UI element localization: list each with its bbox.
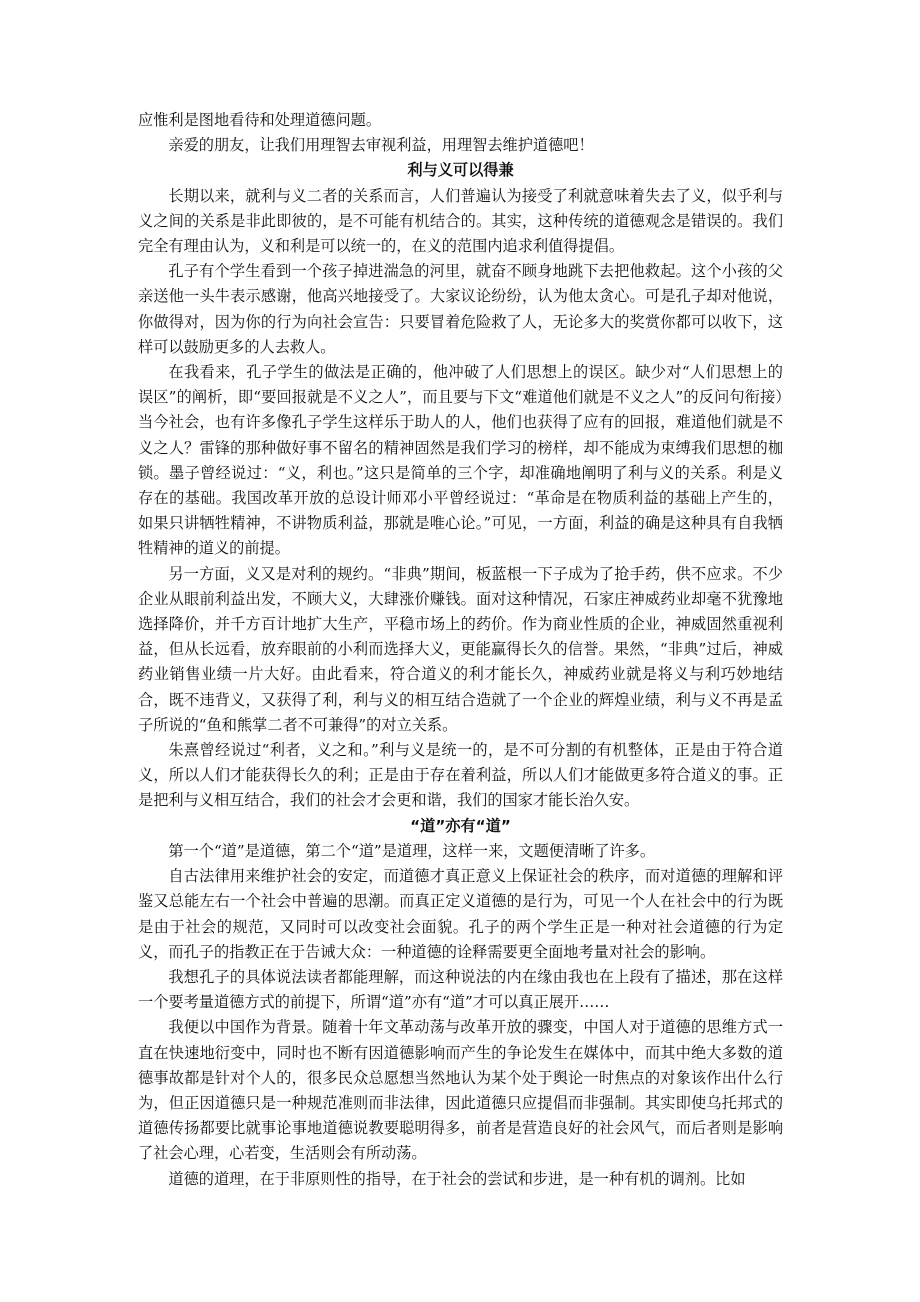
- document-page: [138, 108, 783, 1192]
- paragraph: 第一个“道”是道德，第二个“道”是道理，这样一来，文题便清晰了许多。: [168, 841, 656, 860]
- paragraph-cut-off: 道德的道理，在于非原则性的指导，在于社会的尝试和步进，是一种有机的调剂。比如: [168, 1169, 746, 1188]
- paragraph: 我便以中国作为背景。随着十年文革动荡与改革开放的骤变，中国人对于道德的思维方式一直在快速地衍变中，同时也不断有因道德影响而产生的争论发生在媒体中，而其中绝大多数的道德事故都是针对个人的，很多民众总愿想当然地认为某个处于舆论一时焦点的对象该作出什么行为，但正因道德只是一种规范准则而非法律，因此道德只应提倡而非强制。其实即使乌托邦式的道德传扬都要比就事论事地道德说教要聪明得多，前者是营造良好的社会风气，而后者则是影响了社会心理，心若变，生活则会有所动荡。: [138, 1018, 783, 1163]
- paragraph: 另一方面，义又是对利的规约。“非典”期间，板蓝根一下子成为了抢手药，供不应求。不少企业从眼前利益出发，不顾大义，大肆涨价赚钱。面对这种情况，石家庄神威药业却毫不犹豫地选择降价，并千方百计地扩大生产，平稳市场上的药价。作为商业性质的企业，神威固然重视利益，但从长远看，放弃眼前的小利而选择大义，更能赢得长久的信誉。果然，“非典”过后，神威药业销售业绩一片大好。由此看来，符合道义的利才能长久，神威药业就是将义与利巧妙地结合，既不违背义，又获得了利，利与义的相互结合造就了一个企业的辉煌业绩，利与义不再是孟子所说的“鱼和熊掌二者不可兼得”的对立关系。: [138, 564, 783, 734]
- section-title-1: 利与义可以得兼: [407, 161, 514, 180]
- section-title-2: “道”亦有“道”: [410, 816, 511, 835]
- paragraph-closing: 亲爱的朋友，让我们用理智去审视利益，用理智去维护道德吧！: [168, 136, 594, 155]
- paragraph: 我想孔子的具体说法读者都能理解，而这种说法的内在缘由我也在上段有了描述，那在这样一个要考量道德方式的前提下，所谓“道”亦有“道”才可以真正展开……: [138, 967, 783, 1012]
- paragraph-continuation: 应惟利是图地看待和处理道德问题。: [138, 111, 381, 129]
- paragraph: 长期以来，就利与义二者的关系而言，人们普遍认为接受了利就意味着失去了义，似乎利与义之间的关系是非此即彼的，是不可能有机结合的。其实，这种传统的道德观念是错误的。我们完全有理由认为，义和利是可以统一的，在义的范围内追求利值得提倡。: [138, 186, 783, 256]
- paragraph: 孔子有个学生看到一个孩子掉进湍急的河里，就奋不顾身地跳下去把他救起。这个小孩的父亲送他一头牛表示感谢，他高兴地接受了。大家议论纷纷，认为他太贪心。可是孔子却对他说，你做得对，因为你的行为向社会宣告：只要冒着危险救了人，无论多大的奖赏你都可以收下，这样可以鼓励更多的人去救人。: [138, 262, 783, 356]
- paragraph: 自古法律用来维护社会的安定，而道德才真正意义上保证社会的秩序，而对道德的理解和评鉴又总能左右一个社会中普遍的思潮。而真正定义道德的是行为，可见一个人在社会中的行为既是由于社会的规范，又同时可以改变社会面貌。孔子的两个学生正是一种对社会道德的行为定义，而孔子的指教正在于告诫大众：一种道德的诠释需要更全面地考量对社会的影响。: [138, 867, 783, 961]
- paragraph: 在我看来，孔子学生的做法是正确的，他冲破了人们思想上的误区。缺少对“人们思想上的误区”的阐析，即“要回报就是不义之人”，而且要与下文“难道他们就是不义之人”的反问句衔接）当今社会，也有许多像孔子学生这样乐于助人的人，他们也获得了应有的回报，难道他们就是不义之人？雷锋的那种做好事不留名的精神固然是我们学习的榜样，却不能成为束缚我们思想的枷锁。墨子曾经说过：“义，利也。”这只是简单的三个字，却准确地阐明了利与义的关系。利是义存在的基础。我国改革开放的总设计师邓小平曾经说过：“革命是在物质利益的基础上产生的，如果只讲牺牲精神，不讲物质利益，那就是唯心论。”可见，一方面，利益的确是这种具有自我牺牲精神的道义的前提。: [138, 363, 783, 558]
- paragraph: 朱熹曾经说过“利者，义之和。”利与义是统一的，是不可分割的有机整体，正是由于符合道义，所以人们才能获得长久的利；正是由于存在着利益，所以人们才能做更多符合道义的事。正是把利与义相互结合，我们的社会才会更和谐，我们的国家才能长治久安。: [138, 741, 783, 810]
